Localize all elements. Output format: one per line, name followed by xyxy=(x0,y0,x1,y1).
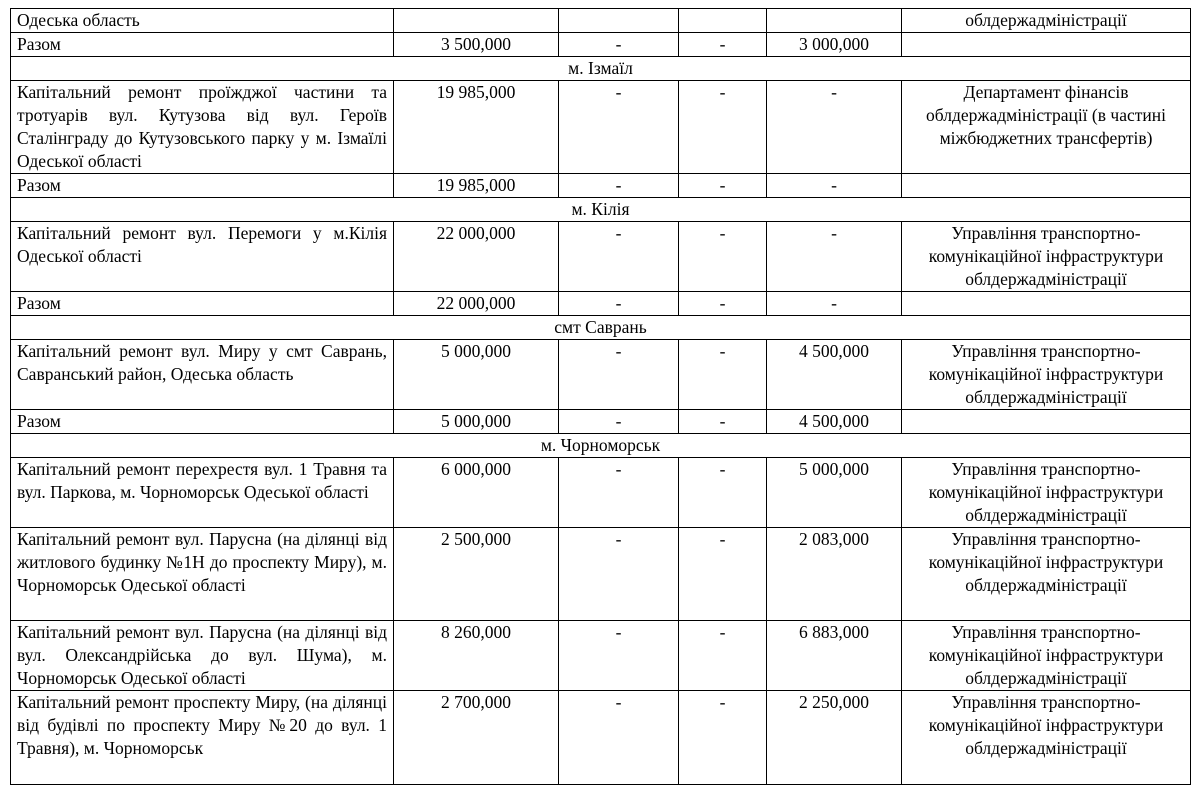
amount-total-cell: 5 000,000 xyxy=(394,410,559,434)
responsible-org-cell: Управління транспортно-комунікаційної інфраструктури облдержадміністрації xyxy=(902,691,1191,785)
amount-col2-cell: - xyxy=(559,528,679,621)
amount-col3-cell: - xyxy=(679,174,767,198)
amount-col3-cell: - xyxy=(679,458,767,528)
responsible-org-cell: Управління транспортно-комунікаційної інфраструктури облдержадміністрації xyxy=(902,222,1191,292)
total-label-cell: Разом xyxy=(11,174,394,198)
project-name-cell: Капітальний ремонт перехрестя вул. 1 Травня та вул. Паркова, м. Чорноморськ Одеської області xyxy=(11,458,394,528)
total-label-cell: Разом xyxy=(11,410,394,434)
amount-total-cell: 22 000,000 xyxy=(394,222,559,292)
amount-total-cell: 3 500,000 xyxy=(394,33,559,57)
amount-col3-cell xyxy=(679,9,767,33)
city-header-row xyxy=(11,316,1191,340)
table-row xyxy=(11,9,1191,33)
amount-col2-cell: - xyxy=(559,458,679,528)
responsible-org-cell: Департамент фінансів облдержадміністрації (в частині міжбюджетних трансфертів) xyxy=(902,81,1191,174)
table-row xyxy=(11,458,1191,528)
project-name-cell: Капітальний ремонт вул. Перемоги у м.Кілія Одеської області xyxy=(11,222,394,292)
responsible-org-cell: Управління транспортно-комунікаційної інфраструктури облдержадміністрації xyxy=(902,528,1191,621)
amount-col4-cell xyxy=(767,9,902,33)
responsible-org-cell xyxy=(902,410,1191,434)
amount-total-cell: 2 500,000 xyxy=(394,528,559,621)
amount-col3-cell: - xyxy=(679,340,767,410)
amount-col3-cell: - xyxy=(679,81,767,174)
amount-col3-cell: - xyxy=(679,292,767,316)
table-row xyxy=(11,222,1191,292)
project-name-cell: Капітальний ремонт проїжджої частини та тротуарів вул. Кутузова від вул. Героїв Сталінграду до Кутузовського парку у м. Ізмаїлі Одеської області xyxy=(11,81,394,174)
amount-col4-cell: - xyxy=(767,81,902,174)
amount-col4-cell: - xyxy=(767,222,902,292)
table-row xyxy=(11,340,1191,410)
city-header-row xyxy=(11,434,1191,458)
amount-col4-cell: - xyxy=(767,292,902,316)
project-name-cell: Капітальний ремонт проспекту Миру, (на ділянці від будівлі по проспекту Миру №20 до вул. 1 Травня), м. Чорноморськ xyxy=(11,691,394,785)
responsible-org-cell xyxy=(902,33,1191,57)
project-name-cell: Капітальний ремонт вул. Миру у смт Саврань, Савранський район, Одеська область xyxy=(11,340,394,410)
amount-col3-cell: - xyxy=(679,528,767,621)
amount-total-cell: 22 000,000 xyxy=(394,292,559,316)
total-row xyxy=(11,33,1191,57)
amount-col3-cell: - xyxy=(679,222,767,292)
responsible-org-cell xyxy=(902,174,1191,198)
amount-col4-cell: 4 500,000 xyxy=(767,340,902,410)
city-name-cell: м. Чорноморськ xyxy=(11,434,1191,458)
amount-total-cell: 5 000,000 xyxy=(394,340,559,410)
funding-table xyxy=(10,8,1191,785)
amount-col3-cell: - xyxy=(679,33,767,57)
amount-col2-cell: - xyxy=(559,340,679,410)
amount-col4-cell: - xyxy=(767,174,902,198)
amount-col2-cell: - xyxy=(559,174,679,198)
total-label-cell: Разом xyxy=(11,292,394,316)
table-body xyxy=(11,9,1191,785)
responsible-org-cell: Управління транспортно-комунікаційної інфраструктури облдержадміністрації xyxy=(902,621,1191,691)
amount-col4-cell: 5 000,000 xyxy=(767,458,902,528)
amount-col3-cell: - xyxy=(679,621,767,691)
amount-total-cell: 6 000,000 xyxy=(394,458,559,528)
amount-total-cell xyxy=(394,9,559,33)
responsible-org-cell: Управління транспортно-комунікаційної інфраструктури облдержадміністрації xyxy=(902,458,1191,528)
responsible-org-cell xyxy=(902,292,1191,316)
amount-col2-cell: - xyxy=(559,410,679,434)
table-row xyxy=(11,81,1191,174)
amount-col4-cell: 4 500,000 xyxy=(767,410,902,434)
city-header-row xyxy=(11,198,1191,222)
city-name-cell: м. Кілія xyxy=(11,198,1191,222)
project-name-cell: Капітальний ремонт вул. Парусна (на ділянці від вул. Олександрійська до вул. Шума), м. Чорноморськ Одеської області xyxy=(11,621,394,691)
amount-col3-cell: - xyxy=(679,691,767,785)
total-row xyxy=(11,174,1191,198)
total-row xyxy=(11,292,1191,316)
amount-total-cell: 2 700,000 xyxy=(394,691,559,785)
responsible-org-cell: Управління транспортно-комунікаційної інфраструктури облдержадміністрації xyxy=(902,340,1191,410)
amount-col2-cell: - xyxy=(559,691,679,785)
city-name-cell: м. Ізмаїл xyxy=(11,57,1191,81)
total-label-cell: Разом xyxy=(11,33,394,57)
amount-col4-cell: 2 083,000 xyxy=(767,528,902,621)
amount-col2-cell: - xyxy=(559,222,679,292)
document-page xyxy=(10,8,1190,785)
amount-col4-cell: 2 250,000 xyxy=(767,691,902,785)
amount-total-cell: 8 260,000 xyxy=(394,621,559,691)
total-row xyxy=(11,410,1191,434)
amount-col2-cell: - xyxy=(559,292,679,316)
responsible-org-cell: облдержадміністрації xyxy=(902,9,1191,33)
amount-total-cell: 19 985,000 xyxy=(394,81,559,174)
amount-col4-cell: 3 000,000 xyxy=(767,33,902,57)
amount-col4-cell: 6 883,000 xyxy=(767,621,902,691)
city-name-cell: смт Саврань xyxy=(11,316,1191,340)
amount-col2-cell: - xyxy=(559,81,679,174)
project-name-cell: Капітальний ремонт вул. Парусна (на ділянці від житлового будинку №1Н до проспекту Миру), м. Чорноморськ Одеської області xyxy=(11,528,394,621)
city-header-row xyxy=(11,57,1191,81)
amount-col3-cell: - xyxy=(679,410,767,434)
table-row xyxy=(11,528,1191,621)
amount-col2-cell: - xyxy=(559,33,679,57)
project-name-cell: Одеська область xyxy=(11,9,394,33)
table-row xyxy=(11,621,1191,691)
table-row xyxy=(11,691,1191,785)
amount-col2-cell: - xyxy=(559,621,679,691)
amount-total-cell: 19 985,000 xyxy=(394,174,559,198)
amount-col2-cell xyxy=(559,9,679,33)
